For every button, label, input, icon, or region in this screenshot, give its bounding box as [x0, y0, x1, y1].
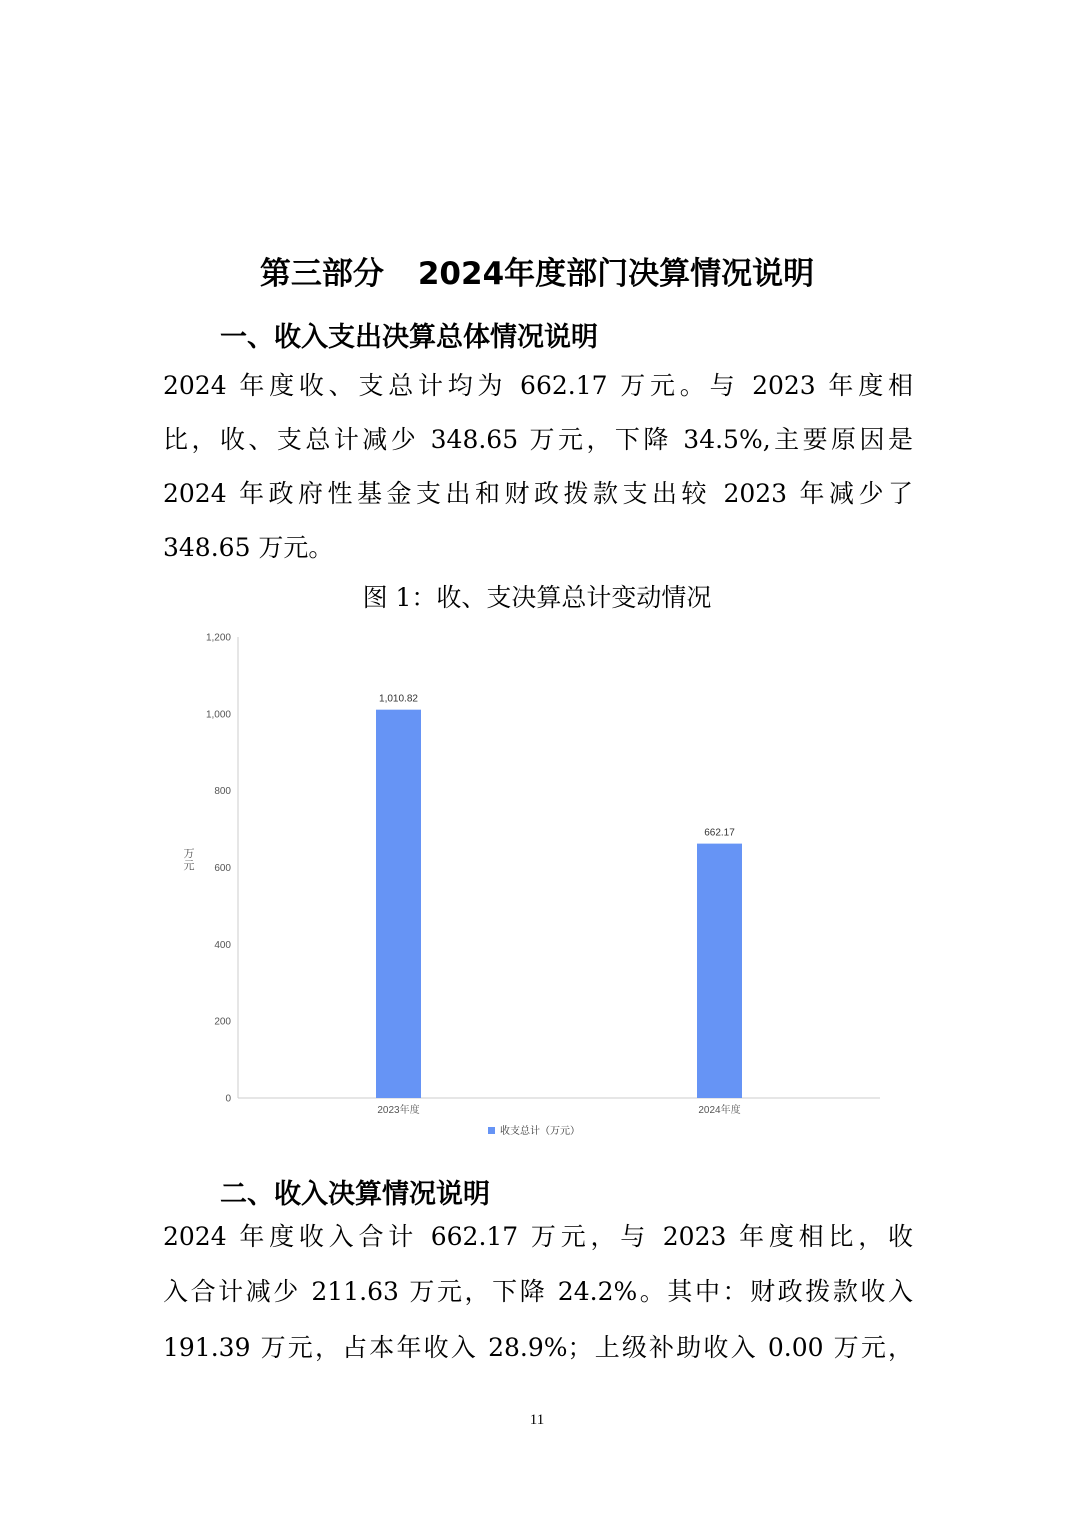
x-tick-label: 2023年度	[377, 1105, 420, 1116]
page-number: 11	[529, 1412, 545, 1428]
section1-line-4: 348.65 万元。	[163, 533, 334, 562]
y-tick-label: 200	[214, 1016, 231, 1028]
section1-heading: 一、收入支出决算总体情况说明	[220, 322, 598, 353]
section1-line-3: 2024 年政府性基金支出和财政拨款支出较 2023 年减少了	[163, 479, 913, 508]
figure1-caption: 图 1：收、支决算总计变动情况	[362, 583, 712, 612]
y-tick-label: 600	[214, 863, 231, 874]
legend-label: 收支总计（万元）	[500, 1126, 580, 1137]
y-tick-label: 1,000	[205, 709, 231, 721]
y-axis-title-char: 万	[183, 848, 195, 860]
title-name: 2024年度部门决算情况说明	[417, 256, 815, 292]
bar	[376, 710, 421, 1098]
page-title	[0, 248, 1074, 293]
section2-line-1: 2024 年度收入合计 662.17 万元，与 2023 年度相比，收	[163, 1222, 913, 1251]
bar	[697, 844, 742, 1098]
section2-heading: 二、收入决算情况说明	[220, 1179, 490, 1210]
y-axis-title-char: 元	[183, 860, 195, 872]
title-part: 第三部分	[259, 256, 384, 292]
x-tick-label: 2024年度	[698, 1105, 741, 1116]
legend-swatch	[488, 1127, 495, 1134]
y-tick-label: 400	[214, 939, 231, 951]
y-tick-label: 800	[214, 786, 231, 798]
section1-line-1: 2024 年度收、支总计均为 662.17 万元。与 2023 年度相	[163, 371, 913, 400]
section2-line-2: 入合计减少 211.63 万元，下降 24.2%。其中：财政拨款收入	[163, 1277, 913, 1306]
bar-value-label: 1,010.82	[379, 693, 418, 705]
figure1-bar-chart	[170, 620, 900, 1150]
y-tick-label: 0	[225, 1093, 231, 1105]
section1-line-2: 比，收、支总计减少 348.65 万元，下降 34.5%,主要原因是	[163, 425, 913, 454]
y-tick-label: 1,200	[205, 632, 231, 644]
bar-value-label: 662.17	[704, 827, 735, 839]
section2-line-3: 191.39 万元，占本年收入 28.9%；上级补助收入 0.00 万元，	[163, 1333, 913, 1362]
